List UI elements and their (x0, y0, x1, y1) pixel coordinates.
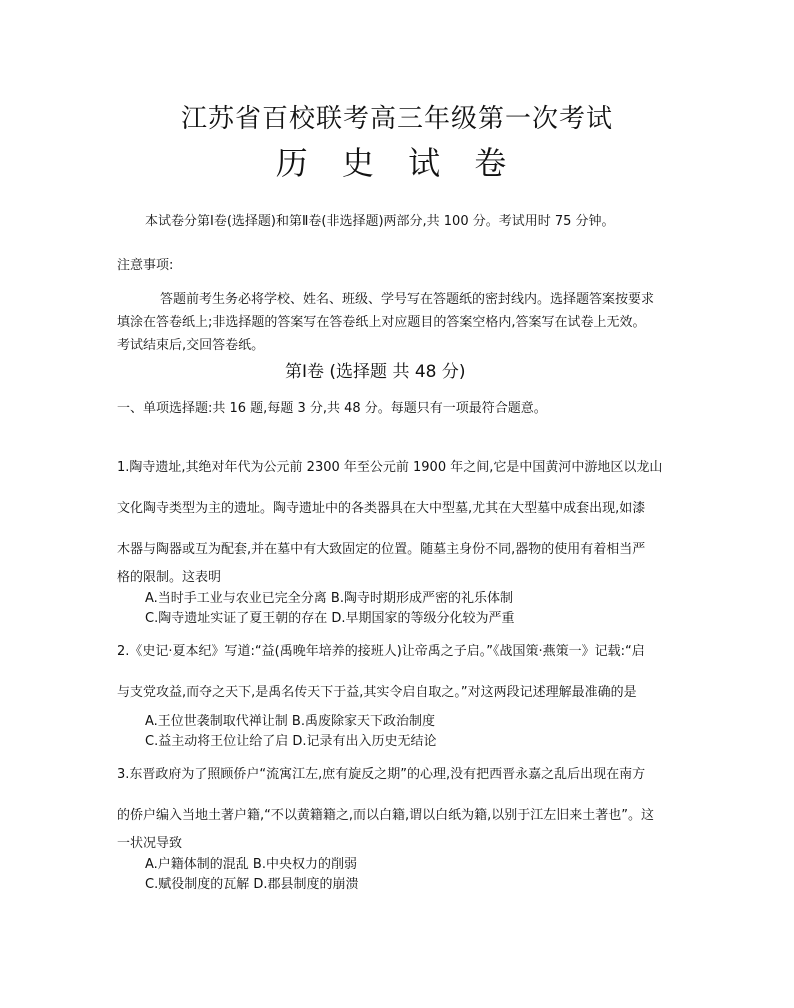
question-1-line: 木器与陶器或互为配套,并在墓中有大致固定的位置。随墓主身份不同,器物的使用有着相当严 (117, 542, 646, 557)
question-3-line: 3.东晋政府为了照顾侨户“流寓江左,庶有旋反之期”的心理,没有把西晋永嘉之乱后出现在南方 (117, 767, 646, 782)
question-1-line: 文化陶寺类型为主的遗址。陶寺遗址中的各类器具在大中型墓,尤其在大型墓中成套出现,如漆 (117, 501, 646, 516)
question-1-line: 格的限制。这表明 (117, 570, 222, 585)
question-2-options: A.王位世袭制取代禅让制 B.禹废除家天下政治制度 (145, 714, 435, 729)
notice-line: 填涂在答卷纸上;非选择题的答案写在答卷纸上对应题目的答案空格内,答案写在试卷上无效。 (117, 315, 646, 330)
question-3-line: 的侨户编入当地土著户籍,“不以黄籍籍之,而以白籍,谓以白纸为籍,以别于江左旧来土著也”。这 (117, 808, 654, 823)
question-1-options: A.当时手工业与农业已完全分离 B.陶寺时期形成严密的礼乐体制 (145, 591, 513, 606)
notice-heading: 注意事项: (117, 258, 174, 273)
subject-title: 历 史 试 卷 (275, 144, 519, 182)
section-instruction: 一、单项选择题:共 16 题,每题 3 分,共 48 分。每题只有一项最符合题意。 (117, 401, 547, 416)
question-3-line: 一状况导致 (117, 836, 183, 851)
question-2-line: 2.《史记·夏本纪》写道:“益(禹晚年培养的接班人)让帝禹之子启。”《战国策·燕策一》记载:“启 (117, 644, 645, 659)
question-1-options: C.陶寺遗址实证了夏王朝的存在 D.早期国家的等级分化较为严重 (145, 611, 515, 626)
question-3-options: C.赋役制度的瓦解 D.郡县制度的崩溃 (145, 877, 359, 892)
section-title: 第Ⅰ卷 (选择题 共 48 分) (285, 362, 466, 382)
notice-line: 考试结束后,交回答卷纸。 (117, 338, 265, 353)
question-1-line: 1.陶寺遗址,其绝对年代为公元前 2300 年至公元前 1900 年之间,它是中国黄河中游地区以龙山 (117, 460, 663, 475)
intro-text: 本试卷分第Ⅰ卷(选择题)和第Ⅱ卷(非选择题)两部分,共 100 分。考试用时 75 分钟。 (145, 214, 615, 229)
question-2-options: C.益主动将王位让给了启 D.记录有出入历史无结论 (145, 734, 437, 749)
exam-title: 江苏省百校联考高三年级第一次考试 (180, 104, 613, 134)
notice-line: 答题前考生务必将学校、姓名、班级、学号写在答题纸的密封线内。选择题答案按要求 (160, 292, 655, 307)
question-2-line: 与支党攻益,而夺之天下,是禹名传天下于益,其实令启自取之。”对这两段记述理解最准确的是 (117, 685, 637, 700)
question-3-options: A.户籍体制的混乱 B.中央权力的削弱 (145, 857, 357, 872)
